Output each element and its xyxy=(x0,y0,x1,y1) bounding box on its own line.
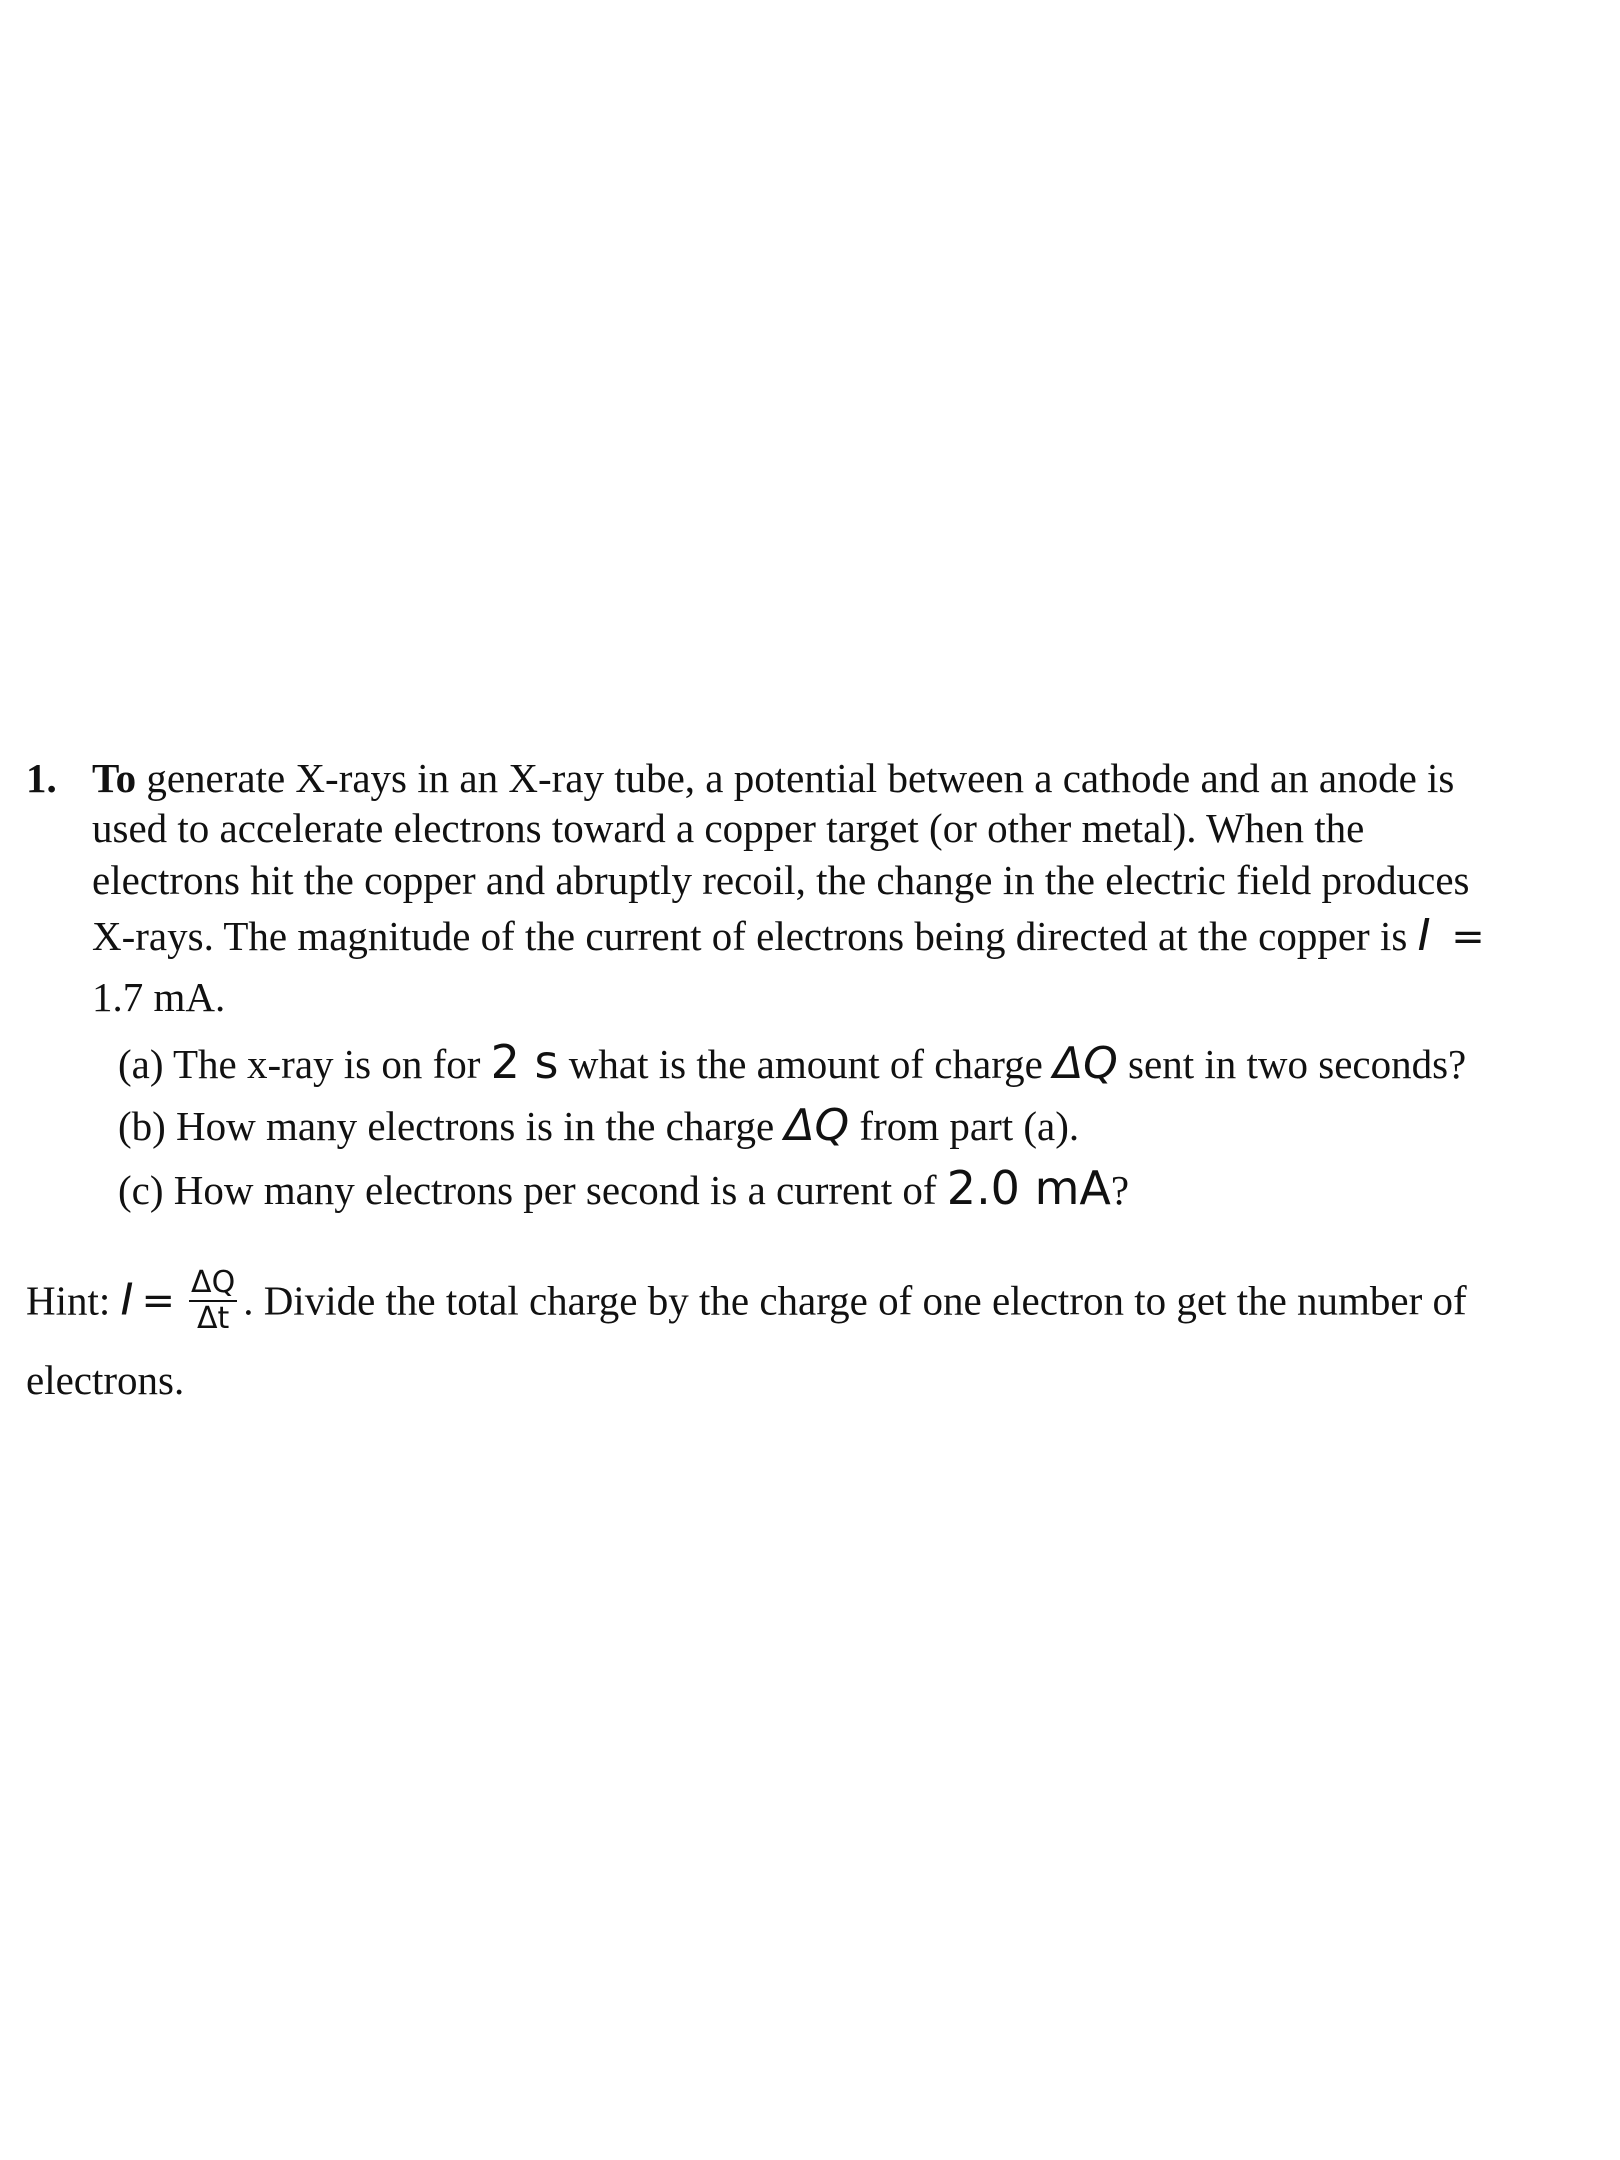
hint-text: . Divide the total charge by the charge of one electron to get the number of xyxy=(243,1277,1467,1324)
hint-label: Hint: xyxy=(26,1277,121,1324)
problem-parts xyxy=(118,1031,1612,1221)
hint-line-2: electrons. xyxy=(26,1357,185,1403)
part-b-charge-symbol: ΔQ xyxy=(784,1100,850,1151)
fraction-denominator: Δt xyxy=(196,1301,230,1336)
part-b-label: (b) How many electrons is in the charge xyxy=(118,1103,785,1149)
statement-line-3: electrons hit the copper and abruptly recoil, the change in the electric field produces xyxy=(92,857,1470,903)
hint xyxy=(26,1265,1606,1410)
part-a xyxy=(118,1031,1612,1095)
statement-lead-word: To xyxy=(92,755,137,801)
statement-line-5: 1.7 mA. xyxy=(92,974,226,1020)
equals-sign: = xyxy=(1438,914,1485,960)
part-c xyxy=(118,1157,1612,1221)
statement-line-1-text: generate X-rays in an X-ray tube, a potential between a cathode and an anode is xyxy=(136,755,1455,801)
part-a-label: (a) The x-ray is on for xyxy=(118,1041,491,1087)
hint-current-symbol: I xyxy=(120,1274,134,1326)
part-a-end: sent in two seconds? xyxy=(1117,1041,1467,1087)
problem-number: 1. xyxy=(26,755,57,801)
problem-statement xyxy=(92,752,1612,1221)
part-b-end: from part (a). xyxy=(849,1103,1080,1149)
current-symbol: I xyxy=(1417,910,1431,961)
statement-line-4-text: X-rays. The magnitude of the current of electrons being directed at the copper is xyxy=(92,913,1418,959)
part-a-charge-symbol: ΔQ xyxy=(1053,1038,1118,1089)
fraction-numerator: ΔQ xyxy=(191,1265,236,1300)
part-a-time-value: 2 s xyxy=(490,1035,559,1089)
part-c-end: ? xyxy=(1110,1167,1130,1213)
part-c-current-value: 2.0 mA xyxy=(946,1161,1111,1215)
statement-line-1 xyxy=(92,752,1612,804)
statement-line-4 xyxy=(92,906,1612,967)
hint-fraction xyxy=(189,1266,237,1336)
part-a-mid: what is the amount of charge xyxy=(558,1041,1054,1087)
hint-equals-sign: = xyxy=(141,1278,176,1325)
statement-line-2: used to accelerate electrons toward a copper target (or other metal). When the xyxy=(92,805,1365,851)
part-b xyxy=(118,1095,1612,1157)
part-c-label: (c) How many electrons per second is a current of xyxy=(118,1167,947,1213)
hint-line-1 xyxy=(26,1265,1606,1340)
